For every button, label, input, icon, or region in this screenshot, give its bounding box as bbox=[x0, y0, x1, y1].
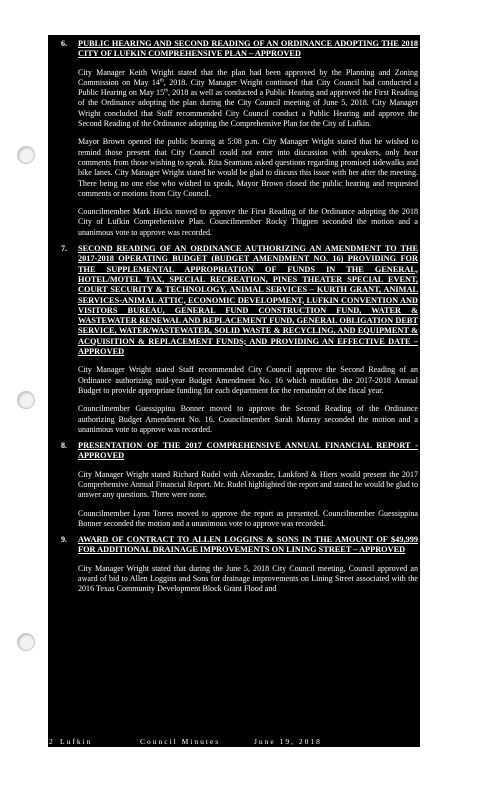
item-number: 7. bbox=[61, 244, 68, 254]
paragraph: Councilmember Guessippina Bonner moved to approve the Second Reading of the Ordinance authorizing Budget Amendment No. 16. Councilmember Sarah Murray seconded the motion and a unanimous vote to approve was recorded. bbox=[78, 404, 418, 434]
minutes-sheet bbox=[48, 35, 420, 747]
item-number: 6. bbox=[61, 39, 68, 48]
item-title: PRESENTATION OF THE 2017 COMPREHENSIVE ANNUAL FINANCIAL REPORT - APPROVED bbox=[78, 441, 418, 461]
paragraph: Councilmember Mark Hicks moved to approve the First Reading of the Ordinance adopting the 2018 City of Lufkin Comprehensive Plan. Councilmember Rocky Thigpen seconded the motion and a unanimous vote to approve was recorded. bbox=[78, 207, 418, 237]
paragraph: City Manager Wright stated that during the June 5, 2018 City Council meeting, Council approved an award of bid to Allen Loggins and Sons for drainage improvements on Lining Street associated with the 2016 Texas Community Development Block Grant Flood and bbox=[78, 563, 418, 594]
paragraph: Mayor Brown opened the public hearing at 5:08 p.m. City Manager Wright stated that he wished to remind those present that City Council could not enter into discussion with speakers, only hear comments from those wishing to speak. Rita Seamans asked questions regarding promised sidewalks and bike lanes. City Manager Wright stated he would be glad to discuss this issue with her after the meeting. There being no one else who wished to speak, Mayor Brown closed the public hearing and requested comments or motions from City Council. bbox=[78, 137, 418, 198]
page-number: 2 bbox=[49, 737, 53, 746]
item-title: SECOND READING OF AN ORDINANCE AUTHORIZING AN AMENDMENT TO THE 2017-2018 OPERATING BUDGET (BUDGET AMENDMENT NO. 16) PROVIDING FOR THE SUPPLEMENTAL APPROPRIATION OF FUNDS IN THE GENERAL, HOTEL/MOTEL TAX, SPECIAL RECREATION, PINES THEATER SPECIAL EVENT, COURT SECURITY & TECHNOLOGY, ANIMAL SERVICES – KURTH GRANT, ANIMAL SERVICES-ANIMAL ATTIC, ECONOMIC DEVELOPMENT, LUFKIN CONVENTION AND VISITORS BUREAU, GENERAL FUND CONSTRUCTION FUND, WATER & WASTEWATER RENEWAL AND REPLACEMENT FUND, GENERAL OBLIGATION DEBT SERVICE, WATER/WASTEWATER, SOLID WASTE & RECYCLING, AND EQUIPMENT & ACQUISITION & REPLACEMENT FUNDS; AND PROVIDING AN EFFECTIVE DATE – APPROVED bbox=[78, 244, 418, 357]
agenda-item-9 bbox=[61, 535, 418, 594]
agenda-item-6 bbox=[61, 39, 418, 238]
item-number: 8. bbox=[61, 441, 68, 451]
paragraph: Councilmember Lynn Torres moved to approve the report as presented. Councilmember Guessippina Bonner seconded the motion and a unanimous vote to approve was recorded. bbox=[78, 508, 418, 528]
agenda-item-8 bbox=[61, 441, 418, 529]
footer-date: June 19, 2018 bbox=[254, 737, 322, 746]
punch-hole bbox=[17, 146, 35, 164]
item-number: 9. bbox=[61, 535, 68, 545]
punch-hole bbox=[17, 633, 35, 651]
paragraph: City Manager Wright stated Staff recommended City Council approve the Second Reading of an Ordinance authorizing mid-year Budget Amendment No. 16 which modifies the 2017-2018 Annual Budget to provide appropriate funding for each department for the remainder of the fiscal year. bbox=[78, 365, 418, 395]
page-footer bbox=[48, 736, 420, 747]
paragraph: City Manager Wright stated Richard Rudel with Alexander, Lankford & Hiers would present the 2017 Comprehensive Annual Financial Report. Mr. Rudel highlighted the report and stated he would be glad to answer any questions. There were none. bbox=[78, 469, 418, 500]
paragraph: City Manager Keith Wright stated that the plan had been approved by the Planning and Zoning Commission on May 14th, 2018. City Manager Wright continued that City Council had conducted a Public Hearing on May 15th, 2018 as well as conducted a Public Hearing and approved the First Reading of the Ordinance adopting the plan during the City Council meeting of June 5, 2018. City Manager Wright concluded that Staff recommended City Council conduct a Public Hearing and approve the Second Reading of the Ordinance adopting the Comprehensive Plan for the City of Lufkin. bbox=[78, 67, 418, 129]
agenda-item-7 bbox=[61, 244, 418, 435]
footer-city: Lufkin bbox=[60, 737, 93, 746]
item-title: AWARD OF CONTRACT TO ALLEN LOGGINS & SONS IN THE AMOUNT OF $49,999 FOR ADDITIONAL DRAINAGE IMPROVEMENTS ON LINING STREET – APPROVED bbox=[78, 535, 418, 555]
item-title: PUBLIC HEARING AND SECOND READING OF AN ORDINANCE ADOPTING THE 2018 CITY OF LUFKIN COMPREHENSIVE PLAN – APPROVED bbox=[78, 39, 418, 59]
footer-document-title: Council Minutes bbox=[140, 737, 221, 746]
punch-hole bbox=[17, 391, 35, 409]
